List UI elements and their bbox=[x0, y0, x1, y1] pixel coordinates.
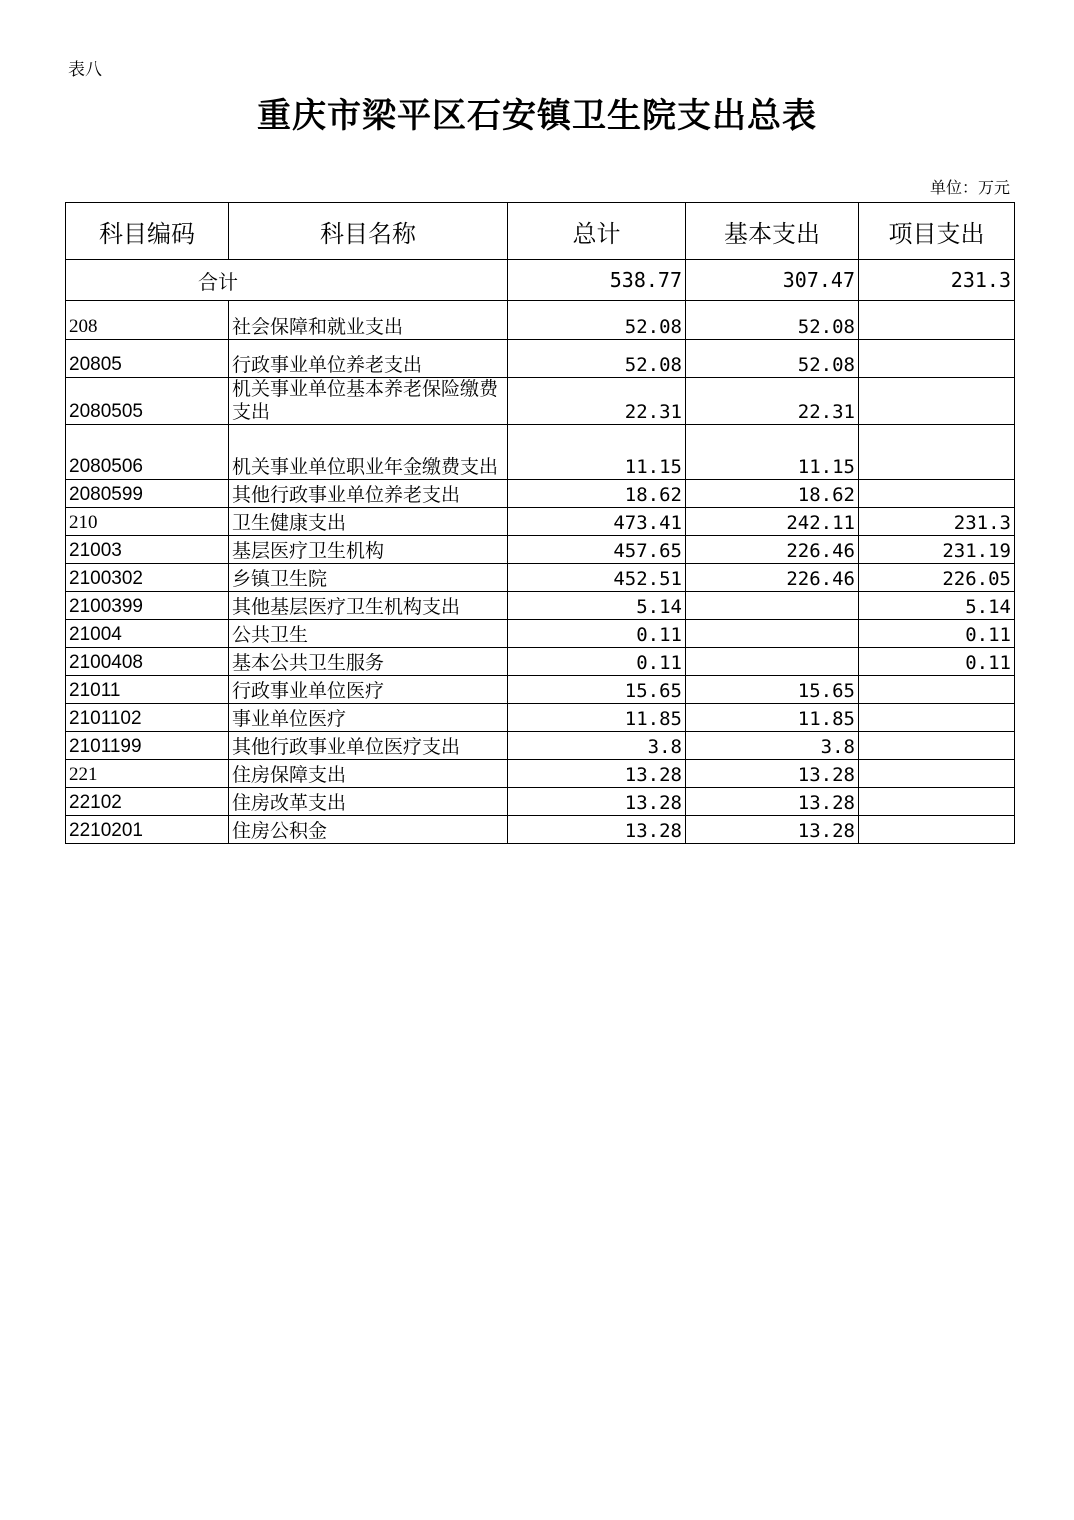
row-name: 住房保障支出 bbox=[229, 759, 508, 787]
row-project: 231.19 bbox=[859, 535, 1015, 563]
row-project bbox=[859, 340, 1015, 378]
row-code: 21004 bbox=[66, 619, 229, 647]
table-row bbox=[66, 703, 1015, 731]
header-code: 科目编码 bbox=[66, 203, 229, 260]
row-project bbox=[859, 731, 1015, 759]
row-basic: 11.85 bbox=[686, 703, 859, 731]
row-code: 21011 bbox=[66, 675, 229, 703]
row-code: 2101199 bbox=[66, 731, 229, 759]
row-code: 2100408 bbox=[66, 647, 229, 675]
table-row bbox=[66, 619, 1015, 647]
row-total: 18.62 bbox=[508, 479, 686, 507]
row-total: 13.28 bbox=[508, 759, 686, 787]
expenditure-table bbox=[65, 202, 1015, 844]
table-tag: 表八 bbox=[68, 60, 102, 80]
row-name: 行政事业单位医疗 bbox=[229, 675, 508, 703]
total-total: 538.77 bbox=[508, 260, 686, 301]
row-name: 公共卫生 bbox=[229, 619, 508, 647]
row-total: 22.31 bbox=[508, 378, 686, 425]
row-total: 5.14 bbox=[508, 591, 686, 619]
total-basic: 307.47 bbox=[686, 260, 859, 301]
row-total: 3.8 bbox=[508, 731, 686, 759]
row-basic: 52.08 bbox=[686, 301, 859, 340]
row-total: 13.28 bbox=[508, 815, 686, 843]
unit-label: 单位：万元 bbox=[929, 178, 1010, 197]
table-header-row bbox=[66, 203, 1015, 260]
header-project: 项目支出 bbox=[859, 203, 1015, 260]
table-row bbox=[66, 759, 1015, 787]
row-total: 473.41 bbox=[508, 507, 686, 535]
row-project bbox=[859, 424, 1015, 479]
row-project bbox=[859, 787, 1015, 815]
header-total: 总计 bbox=[508, 203, 686, 260]
table-row bbox=[66, 731, 1015, 759]
row-name: 基本公共卫生服务 bbox=[229, 647, 508, 675]
row-code: 2080506 bbox=[66, 424, 229, 479]
row-basic: 226.46 bbox=[686, 535, 859, 563]
row-name: 乡镇卫生院 bbox=[229, 563, 508, 591]
row-code: 2100302 bbox=[66, 563, 229, 591]
row-name: 机关事业单位职业年金缴费支出 bbox=[229, 424, 508, 479]
row-project: 231.3 bbox=[859, 507, 1015, 535]
row-project: 0.11 bbox=[859, 647, 1015, 675]
row-total: 52.08 bbox=[508, 340, 686, 378]
row-basic: 13.28 bbox=[686, 815, 859, 843]
table-row bbox=[66, 507, 1015, 535]
table-row bbox=[66, 479, 1015, 507]
row-name: 其他行政事业单位医疗支出 bbox=[229, 731, 508, 759]
row-code: 2101102 bbox=[66, 703, 229, 731]
row-project bbox=[859, 675, 1015, 703]
row-total: 13.28 bbox=[508, 787, 686, 815]
table-row bbox=[66, 301, 1015, 340]
table-row bbox=[66, 787, 1015, 815]
row-project: 5.14 bbox=[859, 591, 1015, 619]
row-project bbox=[859, 378, 1015, 425]
row-name: 事业单位医疗 bbox=[229, 703, 508, 731]
row-code: 2080599 bbox=[66, 479, 229, 507]
row-basic: 22.31 bbox=[686, 378, 859, 425]
row-total: 457.65 bbox=[508, 535, 686, 563]
row-project bbox=[859, 301, 1015, 340]
row-name: 其他基层医疗卫生机构支出 bbox=[229, 591, 508, 619]
row-total: 11.15 bbox=[508, 424, 686, 479]
row-code: 210 bbox=[66, 507, 229, 535]
row-code: 2210201 bbox=[66, 815, 229, 843]
row-name: 住房改革支出 bbox=[229, 787, 508, 815]
row-code: 22102 bbox=[66, 787, 229, 815]
row-name: 其他行政事业单位养老支出 bbox=[229, 479, 508, 507]
total-label: 合计 bbox=[66, 260, 508, 301]
row-project bbox=[859, 703, 1015, 731]
row-basic bbox=[686, 591, 859, 619]
row-code: 2100399 bbox=[66, 591, 229, 619]
row-basic bbox=[686, 647, 859, 675]
row-basic: 226.46 bbox=[686, 563, 859, 591]
row-basic: 52.08 bbox=[686, 340, 859, 378]
row-basic: 13.28 bbox=[686, 787, 859, 815]
row-basic: 18.62 bbox=[686, 479, 859, 507]
row-basic: 13.28 bbox=[686, 759, 859, 787]
row-name: 基层医疗卫生机构 bbox=[229, 535, 508, 563]
row-project bbox=[859, 815, 1015, 843]
row-basic bbox=[686, 619, 859, 647]
row-project: 226.05 bbox=[859, 563, 1015, 591]
table-row bbox=[66, 424, 1015, 479]
row-total: 11.85 bbox=[508, 703, 686, 731]
table-row bbox=[66, 647, 1015, 675]
row-total: 15.65 bbox=[508, 675, 686, 703]
row-name: 行政事业单位养老支出 bbox=[229, 340, 508, 378]
row-basic: 11.15 bbox=[686, 424, 859, 479]
row-code: 221 bbox=[66, 759, 229, 787]
total-row bbox=[66, 260, 1015, 301]
row-basic: 3.8 bbox=[686, 731, 859, 759]
row-code: 208 bbox=[66, 301, 229, 340]
row-name: 住房公积金 bbox=[229, 815, 508, 843]
row-basic: 242.11 bbox=[686, 507, 859, 535]
table-row bbox=[66, 675, 1015, 703]
row-name: 社会保障和就业支出 bbox=[229, 301, 508, 340]
total-project: 231.3 bbox=[859, 260, 1015, 301]
row-total: 0.11 bbox=[508, 647, 686, 675]
row-name: 机关事业单位基本养老保险缴费支出 bbox=[229, 378, 508, 425]
header-name: 科目名称 bbox=[229, 203, 508, 260]
row-total: 452.51 bbox=[508, 563, 686, 591]
table-row bbox=[66, 340, 1015, 378]
row-code: 20805 bbox=[66, 340, 229, 378]
table-row bbox=[66, 591, 1015, 619]
row-code: 21003 bbox=[66, 535, 229, 563]
header-basic: 基本支出 bbox=[686, 203, 859, 260]
table-row bbox=[66, 535, 1015, 563]
row-project bbox=[859, 759, 1015, 787]
row-basic: 15.65 bbox=[686, 675, 859, 703]
row-name: 卫生健康支出 bbox=[229, 507, 508, 535]
row-total: 0.11 bbox=[508, 619, 686, 647]
table-row bbox=[66, 563, 1015, 591]
table-row bbox=[66, 378, 1015, 425]
row-project: 0.11 bbox=[859, 619, 1015, 647]
row-total: 52.08 bbox=[508, 301, 686, 340]
row-code: 2080505 bbox=[66, 378, 229, 425]
page-title: 重庆市梁平区石安镇卫生院支出总表 bbox=[257, 96, 817, 136]
table-row bbox=[66, 815, 1015, 843]
row-project bbox=[859, 479, 1015, 507]
